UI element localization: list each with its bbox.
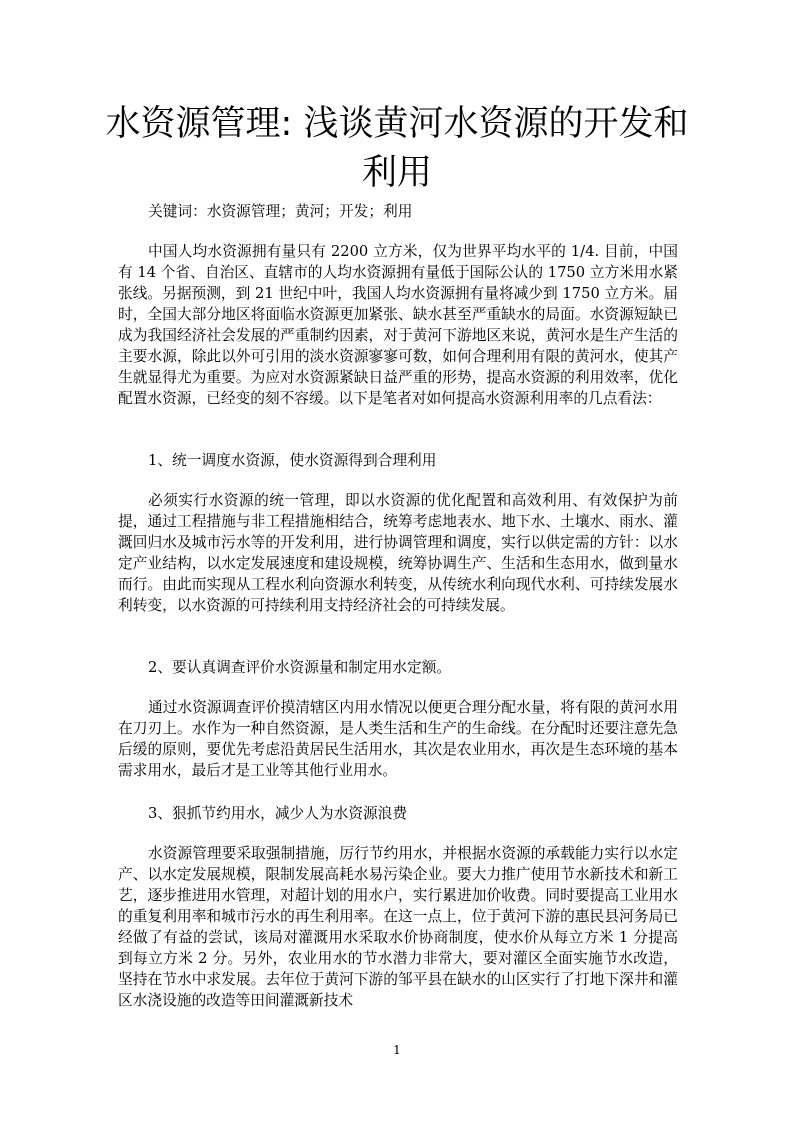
section-heading-2: 2、要认真调查评价水资源量和制定用水定额。 — [148, 659, 452, 676]
keywords-line: 关键词：水资源管理；黄河；开发；利用 — [148, 203, 413, 220]
paragraph-section-1: 必须实行水资源的统一管理，即以水资源的优化配置和高效利用、有效保护为前提，通过工程措施与非工程措施相结合，统筹考虑地表水、地下水、土壤水、雨水、灌溉回归水及城市污水等的开发利用，进行协调管理和调度，实行以供定需的方针：以水定产业结构，以水定发展速度和建设规模，统筹协调生产、生活和生态用水，做到量水而行。由此而实现从工程水利向资源水利转变，从传统水利向现代水利、可持续发展水利转变，以水资源的可持续利用支持经济社会的可持续发展。 — [118, 492, 678, 614]
document-title: 水资源管理: 浅谈黄河水资源的开发和利用 — [105, 104, 689, 193]
section-heading-3: 3、狠抓节约用水，减少人为水资源浪费 — [148, 805, 408, 822]
page-number: 1 — [393, 1043, 401, 1057]
paragraph-intro: 中国人均水资源拥有量只有 2200 立方米，仅为世界平均水平的 1/4. 目前，中国有 14 个省、自治区、直辖市的人均水资源拥有量低于国际公认的 1750 立方米用水紧张线。另据预测，到 21 世纪中叶，我国人均水资源拥有量将减少到 1750 立方米。届时，全国大部分地区将面临水资源更加紧张、缺水甚至严重缺水的局面。水资源短缺已成为我国经济社会发展的严重制约因素，对于黄河下游地区来说，黄河水是生产生活的主要水源，除此以外可引用的淡水资源寥寥可数，如何合理利用有限的黄河水，使其产生就显得尤为重要。为应对水资源紧缺日益严重的形势，提高水资源的利用效率，优化配置水资源，已经变的刻不容缓。以下是笔者对如何提高水资源利用率的几点看法： — [118, 243, 678, 407]
section-heading-1: 1、统一调度水资源，使水资源得到合理利用 — [148, 452, 437, 469]
paragraph-section-2: 通过水资源调查评价摸清辖区内用水情况以便更合理分配水量，将有限的黄河水用在刀刃上。水作为一种自然资源，是人类生活和生产的生命线。在分配时还要注意先急后缓的原则，要优先考虑沿黄居民生活用水，其次是农业用水，再次是生态环境的基本需求用水，最后才是工业等其他行业用水。 — [118, 699, 678, 779]
paragraph-section-3: 水资源管理要采取强制措施，厉行节约用水，并根据水资源的承载能力实行以水定产、以水定发展规模，限制发展高耗水易污染企业。要大力推广使用节水新技术和新工艺，逐步推进用水管理，对超计划的用水户，实行累进加价收费。同时要提高工业用水的重复利用率和城市污水的再生利用率。在这一点上，位于黄河下游的惠民县河务局已经做了有益的尝试，该局对灌溉用水采取水价协商制度，使水价从每立方米 1 分提高到每立方米 2 分。另外，农业用水的节水潜力非常大，要对灌区全面实施节水改造，坚持在节水中求发展。去年位于黄河下游的邹平县在缺水的山区实行了打地下深井和灌区水浇设施的改造等田间灌溉新技术 — [118, 845, 678, 1009]
